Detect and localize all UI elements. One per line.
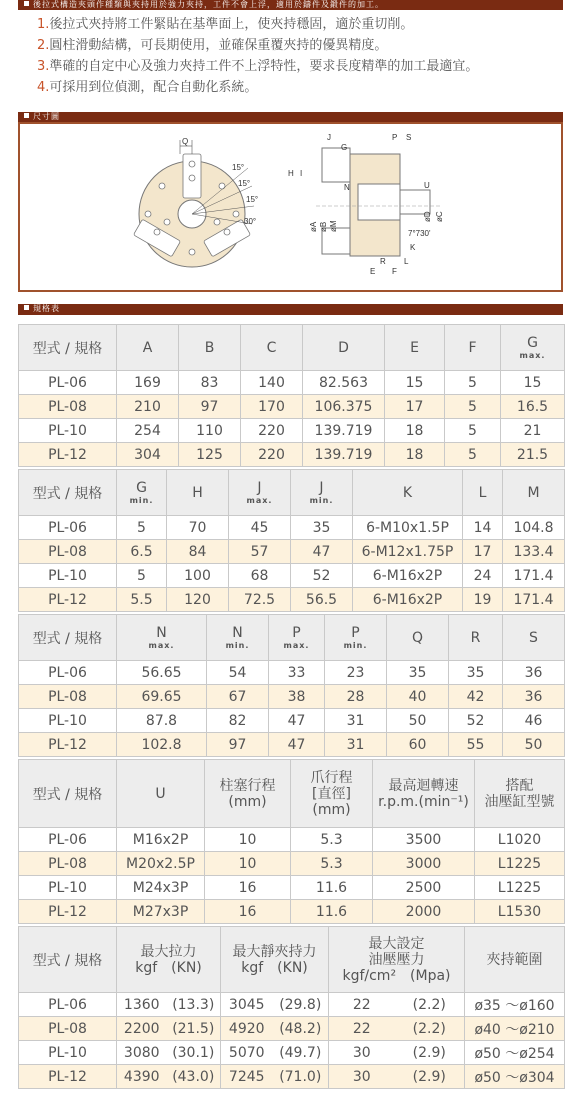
svg-text:I: I — [300, 169, 303, 178]
table-row: PL-12 304 125 220 139.719 18 5 21.5 — [19, 443, 565, 467]
square-bullet-icon — [24, 113, 29, 118]
spec-table-1 — [18, 324, 565, 467]
feature-list — [37, 14, 478, 98]
svg-text:L: L — [404, 257, 409, 266]
svg-text:H: H — [288, 169, 294, 178]
intro-banner — [18, 0, 563, 10]
table-row: PL-12 102.8 97 47 31 60 55 50 — [19, 733, 565, 757]
svg-text:30°: 30° — [244, 217, 257, 226]
svg-text:15°: 15° — [246, 195, 259, 204]
model-header: 型式 / 規格 — [19, 927, 117, 993]
svg-text:øA: øA — [309, 221, 318, 232]
table-row: PL-08 6.5 84 57 47 6-M12x1.75P 17 133.4 — [19, 540, 565, 564]
svg-text:7°730': 7°730' — [408, 229, 431, 238]
table-row: PL-08 2200 (21.5) 4920 (48.2) 22 (2.2) ø40 ～ø210 — [19, 1017, 565, 1041]
table-row: PL-06 56.65 54 33 23 35 35 36 — [19, 661, 565, 685]
intro-banner-text: 後拉式構造夾頭作種類與夾持用於強力夾持，工件不會上浮，適用於鑄件及鍛件的加工。 — [33, 0, 384, 9]
svg-text:øC: øC — [435, 211, 444, 222]
spec-table-5 — [18, 926, 565, 1089]
svg-text:F: F — [392, 267, 397, 276]
table-row: PL-10 87.8 82 47 31 50 52 46 — [19, 709, 565, 733]
table-row: PL-08 M20x2.5P 10 5.3 3000 L1225 — [19, 852, 565, 876]
svg-text:P: P — [392, 133, 398, 142]
chuck-drawing-svg — [20, 124, 561, 290]
table-header-row: 型式 / 規格 A B C D E F G max. — [19, 325, 565, 371]
model-header: 型式 / 規格 — [19, 325, 117, 371]
table-row: PL-06 1360 (13.3) 3045 (29.8) 22 (2.2) ø35 ～ø160 — [19, 993, 565, 1017]
table-row: PL-10 5 100 68 52 6-M16x2P 24 171.4 — [19, 564, 565, 588]
table-row: PL-06 169 83 140 82.563 15 5 15 — [19, 371, 565, 395]
table-header-row: 型式 / 規格 G min. H J max. J min. K L M — [19, 470, 565, 516]
svg-text:N: N — [344, 183, 350, 192]
spec-table-3 — [18, 614, 565, 757]
table-row: PL-08 69.65 67 38 28 40 42 36 — [19, 685, 565, 709]
model-header: 型式 / 規格 — [19, 615, 117, 661]
spec-table-4 — [18, 759, 565, 924]
dimension-drawing — [18, 122, 563, 292]
table-row: PL-06 5 70 45 35 6-M10x1.5P 14 104.8 — [19, 516, 565, 540]
model-header: 型式 / 規格 — [19, 760, 117, 828]
table-row: PL-10 254 110 220 139.719 18 5 21 — [19, 419, 565, 443]
table-row: PL-10 3080 (30.1) 5070 (49.7) 30 (2.9) ø50 ～ø254 — [19, 1041, 565, 1065]
feature-item: 4.可採用到位偵測，配合自動化系統。 — [37, 80, 258, 95]
svg-text:øD: øD — [423, 211, 432, 222]
square-bullet-icon — [24, 1, 29, 6]
dimension-header: 尺寸圖 — [18, 112, 563, 123]
table-header-row: 型式 / 規格 最大拉力 kgf (KN) 最大靜夾持力 kgf (KN) 最大設定 油壓壓力 kgf/cm² (Mpa) 夾持範圍 — [19, 927, 565, 993]
svg-text:J: J — [327, 133, 331, 142]
model-header: 型式 / 規格 — [19, 470, 117, 516]
svg-text:U: U — [424, 181, 430, 190]
svg-text:øB: øB — [319, 221, 328, 232]
feature-item: 2.圓柱滑動結構，可長期使用，並確保重覆夾持的優異精度。 — [37, 38, 388, 53]
spec-header: 規格表 — [18, 304, 563, 315]
svg-text:R: R — [380, 257, 386, 266]
table-header-row: 型式 / 規格 U 柱塞行程 (mm) 爪行程 [直徑] (mm) 最高迴轉速 r.p.m.(min⁻¹) 搭配 油壓缸型號 — [19, 760, 565, 828]
table-row: PL-10 M24x3P 16 11.6 2500 L1225 — [19, 876, 565, 900]
svg-text:E: E — [370, 267, 376, 276]
table-row: PL-12 5.5 120 72.5 56.5 6-M16x2P 19 171.4 — [19, 588, 565, 612]
svg-text:S: S — [406, 133, 412, 142]
svg-text:G: G — [341, 143, 348, 152]
feature-item: 3.準確的自定中心及強力夾持工件不上浮特性，要求長度精準的加工最適宜。 — [37, 59, 479, 74]
square-bullet-icon — [24, 305, 29, 310]
table-row: PL-08 210 97 170 106.375 17 5 16.5 — [19, 395, 565, 419]
svg-text:K: K — [410, 243, 416, 252]
svg-text:øM: øM — [329, 220, 338, 232]
table-row: PL-12 M27x3P 16 11.6 2000 L1530 — [19, 900, 565, 924]
svg-text:15°: 15° — [238, 179, 251, 188]
label-Q: Q — [182, 137, 189, 146]
spec-table-2 — [18, 469, 565, 612]
table-header-row: 型式 / 規格 N max. N min. P max. P min. Q R S — [19, 615, 565, 661]
table-row: PL-06 M16x2P 10 5.3 3500 L1020 — [19, 828, 565, 852]
table-row: PL-12 4390 (43.0) 7245 (71.0) 30 (2.9) ø50 ～ø304 — [19, 1065, 565, 1089]
feature-item: 1.後拉式夾持將工件緊貼在基準面上，使夾持穩固，適於重切削。 — [37, 17, 414, 32]
svg-text:15°: 15° — [232, 163, 245, 172]
